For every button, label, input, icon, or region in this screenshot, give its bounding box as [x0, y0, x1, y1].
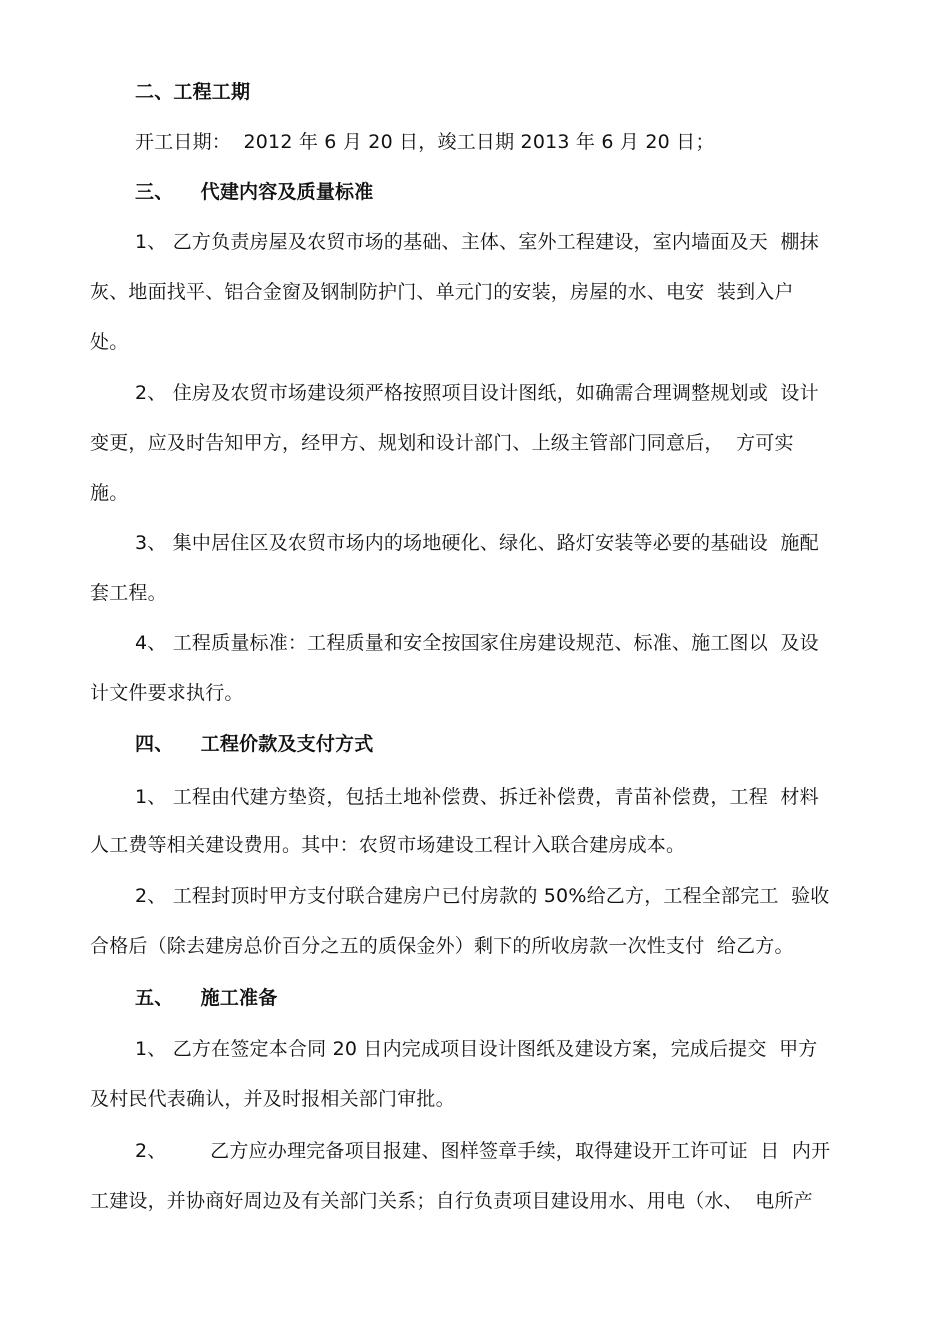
section-heading-5: 五、 施工准备 — [135, 987, 278, 1009]
paragraph-line: 处。 — [90, 331, 129, 353]
paragraph-line: 4、 工程质量标准：工程质量和安全按国家住房建设规范、标准、施工图以 及设 — [135, 632, 819, 654]
paragraph-line: 2、 住房及农贸市场建设须严格按照项目设计图纸，如确需合理调整规划或 设计 — [135, 382, 819, 404]
paragraph-line: 灰、地面找平、铝合金窗及钢制防护门、单元门的安装，房屋的水、电安 装到入户 — [90, 281, 794, 303]
paragraph-line: 1、 乙方在签定本合同 20 日内完成项目设计图纸及建设方案，完成后提交 甲方 — [135, 1038, 818, 1060]
paragraph-line: 变更，应及时告知甲方，经甲方、规划和设计部门、上级主管部门同意后， 方可实 — [90, 432, 794, 454]
section-heading-4: 四、 工程价款及支付方式 — [135, 733, 374, 755]
paragraph-line: 2、 工程封顶时甲方支付联合建房户已付房款的 50%给乙方，工程全部完工 验收 — [135, 885, 830, 907]
paragraph-line: 1、 工程由代建方垫资，包括土地补偿费、拆迁补偿费，青苗补偿费，工程 材料 — [135, 786, 819, 808]
paragraph-line: 施。 — [90, 482, 129, 504]
paragraph-line: 2、 乙方应办理完备项目报建、图样签章手续，取得建设开工许可证 日 内开 — [135, 1140, 831, 1162]
paragraph-line: 开工日期： 2012 年 6 月 20 日，竣工日期 2013 年 6 月 20 日； — [135, 131, 715, 153]
paragraph-line: 计文件要求执行。 — [90, 682, 244, 704]
paragraph-line: 3、 集中居住区及农贸市场内的场地硬化、绿化、路灯安装等必要的基础设 施配 — [135, 532, 819, 554]
section-heading-2: 二、工程工期 — [135, 81, 251, 103]
paragraph-line: 1、 乙方负责房屋及农贸市场的基础、主体、室外工程建设，室内墙面及天 棚抹 — [135, 231, 819, 253]
paragraph-line: 工建设，并协商好周边及有关部门关系；自行负责项目建设用水、用电（水、 电所产 — [90, 1190, 813, 1212]
section-heading-3: 三、 代建内容及质量标准 — [135, 181, 374, 203]
paragraph-line: 套工程。 — [90, 582, 167, 604]
paragraph-line: 及村民代表确认，并及时报相关部门审批。 — [90, 1088, 455, 1110]
paragraph-line: 人工费等相关建设费用。其中：农贸市场建设工程计入联合建房成本。 — [90, 834, 686, 856]
paragraph-line: 合格后（除去建房总价百分之五的质保金外）剩下的所收房款一次性支付 给乙方。 — [90, 935, 794, 957]
